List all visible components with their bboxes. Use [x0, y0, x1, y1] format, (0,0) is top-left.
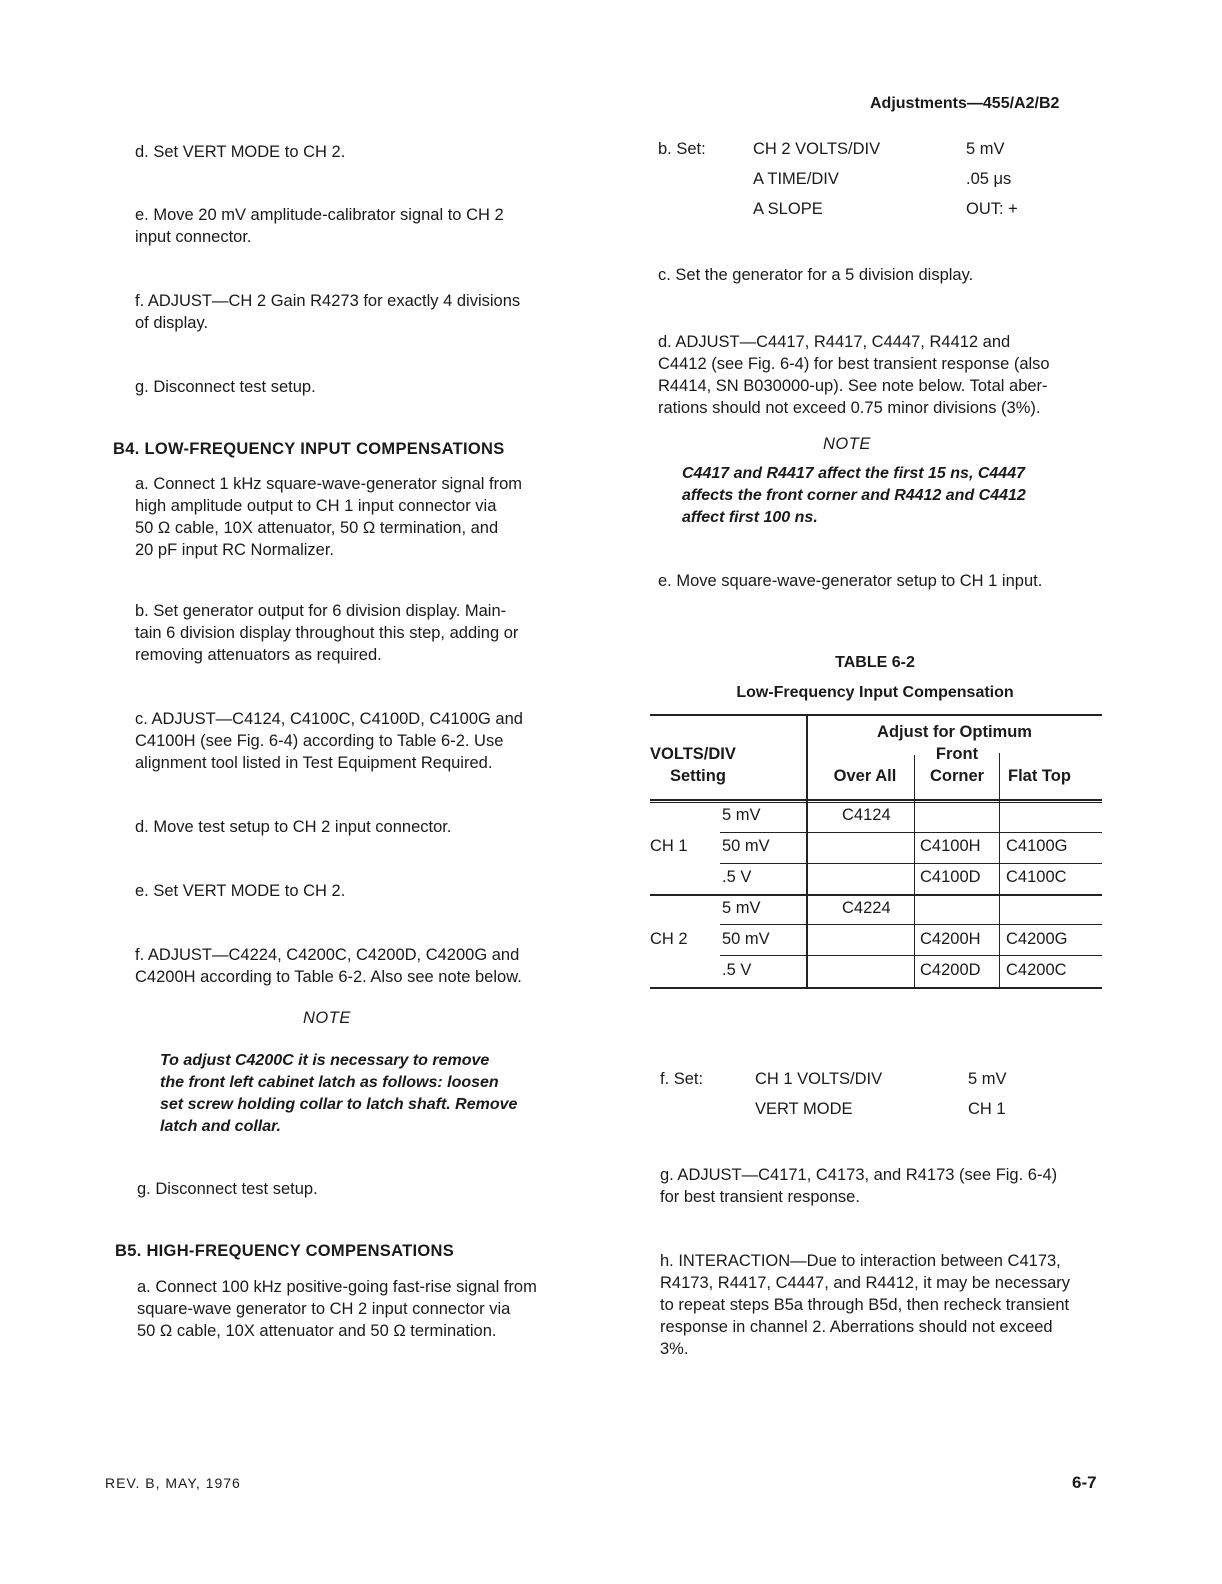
front-corner-cell: C4200H	[920, 930, 981, 948]
step-h-interaction: h. INTERACTION—Due to interaction between C4173, R4173, R4417, C4447, and R4412, it may be necessary to repeat steps B5a through B5d, then recheck transient response in channel 2. Aberrations should not exceed 3%.	[660, 1252, 1071, 1358]
channel-label: CH 1	[650, 837, 688, 855]
running-head: Adjustments—455/A2/B2	[870, 95, 1060, 112]
b-set-value: 5 mV	[966, 140, 1005, 158]
volts-cell: 5 mV	[722, 899, 761, 917]
step-e-move-signal: e. Move 20 mV amplitude-calibrator signal to CH 2 input connector.	[135, 206, 504, 246]
left-note-heading: NOTE	[303, 1009, 351, 1027]
volts-cell: .5 V	[722, 868, 752, 886]
b5-step-a: a. Connect 100 kHz positive-going fast-rise signal from square-wave generator to CH 2 input connector via 50 Ω cable, 10X attenuator and 50 Ω termination.	[137, 1278, 537, 1340]
b-set-control: A TIME/DIV	[753, 170, 839, 188]
volts-cell: .5 V	[722, 961, 752, 979]
volts-cell: 5 mV	[722, 806, 761, 824]
right-note-heading: NOTE	[823, 435, 871, 453]
section-b5-title: B5. HIGH-FREQUENCY COMPENSATIONS	[115, 1242, 455, 1260]
header-setting: Setting	[670, 767, 726, 785]
f-set-block	[660, 1070, 1080, 1130]
b4-step-g: g. Disconnect test setup.	[137, 1180, 318, 1198]
volts-cell: 50 mV	[722, 930, 770, 948]
flat-top-cell: C4200G	[1006, 930, 1068, 948]
revision-footer: REV. B, MAY, 1976	[105, 1475, 241, 1491]
b-set-value: .05 μs	[966, 170, 1012, 188]
header-flat-top: Flat Top	[1008, 767, 1071, 785]
b4-step-f: f. ADJUST—C4224, C4200C, C4200D, C4200G and C4200H according to Table 6-2. Also see note below.	[135, 946, 522, 986]
b-set-control: CH 2 VOLTS/DIV	[753, 140, 881, 158]
step-e-move-setup: e. Move square-wave-generator setup to CH 1 input.	[658, 572, 1043, 590]
b-set-value: OUT: +	[966, 200, 1018, 218]
b4-step-c: c. ADJUST—C4124, C4100C, C4100D, C4100G and C4100H (see Fig. 6-4) according to Table 6-2. Use alignment tool listed in Test Equipment Required.	[135, 710, 523, 772]
overall-cell: C4124	[842, 806, 891, 824]
b-set-label: b. Set:	[658, 140, 706, 158]
overall-cell: C4224	[842, 899, 891, 917]
header-corner: Corner	[929, 767, 985, 785]
step-c-set-generator: c. Set the generator for a 5 division display.	[658, 266, 974, 284]
header-over-all: Over All	[833, 767, 897, 785]
section-b4-title: B4. LOW-FREQUENCY INPUT COMPENSATIONS	[113, 440, 505, 458]
f-set-label: f. Set:	[660, 1070, 704, 1088]
step-g-adjust-c4171: g. ADJUST—C4171, C4173, and R4173 (see Fig. 6-4) for best transient response.	[660, 1166, 1058, 1206]
b-set-control: A SLOPE	[753, 200, 823, 218]
left-note-text: To adjust C4200C it is necessary to remove the front left cabinet latch as follows: loosen set screw holding collar to latch shaft. Remove latch and collar.	[160, 1052, 518, 1135]
step-d-set-vert-mode: d. Set VERT MODE to CH 2.	[135, 143, 346, 161]
f-set-control: CH 1 VOLTS/DIV	[755, 1070, 883, 1088]
b4-step-b: b. Set generator output for 6 division display. Main- tain 6 division display throughout this step, adding or removing attenuators as required.	[135, 602, 519, 664]
header-adjust-optimum: Adjust for Optimum	[877, 723, 1032, 741]
f-set-value: CH 1	[968, 1100, 1006, 1118]
front-corner-cell: C4100D	[920, 868, 981, 886]
table-title: Low-Frequency Input Compensation	[736, 684, 1014, 701]
flat-top-cell: C4200C	[1006, 961, 1067, 979]
step-d-adjust-transient: d. ADJUST—C4417, R4417, C4447, R4412 and C4412 (see Fig. 6-4) for best transient response (also R4414, SN B030000-up). See note below. Total aber- rations should not exceed 0.75 minor divisions (3%).	[658, 333, 1050, 417]
b4-step-d: d. Move test setup to CH 2 input connector.	[135, 818, 452, 836]
header-volts-div: VOLTS/DIV	[650, 745, 736, 763]
step-g-disconnect: g. Disconnect test setup.	[135, 378, 316, 396]
channel-label: CH 2	[650, 930, 688, 948]
front-corner-cell: C4100H	[920, 837, 981, 855]
f-set-value: 5 mV	[968, 1070, 1007, 1088]
front-corner-cell: C4200D	[920, 961, 981, 979]
page-number: 6-7	[1072, 1473, 1097, 1492]
flat-top-cell: C4100C	[1006, 868, 1067, 886]
compensation-table	[650, 713, 1102, 991]
header-front: Front	[935, 745, 979, 763]
b4-step-e: e. Set VERT MODE to CH 2.	[135, 882, 346, 900]
volts-cell: 50 mV	[722, 837, 770, 855]
b-set-block	[658, 140, 1078, 230]
flat-top-cell: C4100G	[1006, 837, 1068, 855]
f-set-control: VERT MODE	[755, 1100, 853, 1118]
right-note-text: C4417 and R4417 affect the first 15 ns, C4447 affects the front corner and R4412 and C4412 affect first 100 ns.	[682, 465, 1026, 526]
table-number: TABLE 6-2	[835, 654, 915, 671]
b4-step-a: a. Connect 1 kHz square-wave-generator signal from high amplitude output to CH 1 input connector via 50 Ω cable, 10X attenuator, 50 Ω termination, and 20 pF input RC Normalizer.	[135, 475, 523, 559]
step-f-adjust-gain: f. ADJUST—CH 2 Gain R4273 for exactly 4 divisions of display.	[135, 292, 521, 332]
